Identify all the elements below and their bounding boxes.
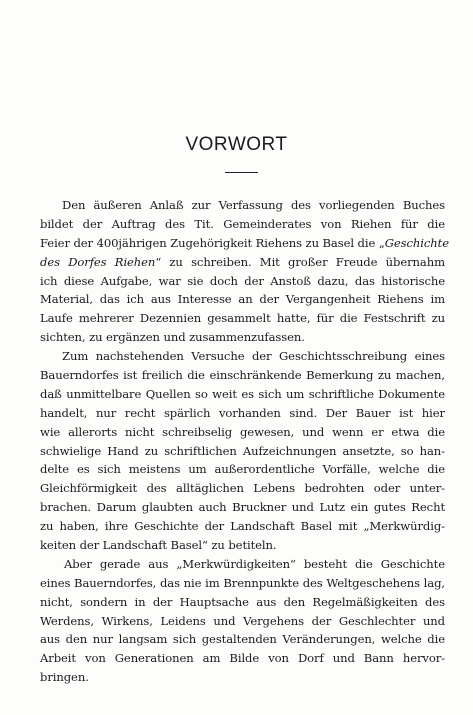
text-line: handelt, nur recht spärlich vorhanden sind. Der Bauer ist hier [40, 405, 445, 420]
text-line: zu haben, ihre Geschichte der Landschaft Basel mit „Merkwürdig- [40, 519, 445, 534]
text-line: Bauerndorfes ist freilich die einschränkende Bemerkung zu machen, [40, 368, 445, 383]
text-line: nicht, sondern in der Hauptsache aus den Regelmäßigkeiten des [40, 594, 445, 609]
text-line: Werdens, Wirkens, Leidens und Vergehens der Geschlechter und [40, 613, 445, 628]
text-line: Arbeit von Generationen am Bilde von Dorf und Bann hervor- [40, 651, 445, 666]
text-line: Aber gerade aus „Merkwürdigkeiten“ besteht die Geschichte [64, 556, 445, 571]
text-line: bringen. [40, 670, 89, 685]
title-divider [225, 172, 258, 173]
text-line: aus den nur langsam sich gestaltenden Veränderungen, welche die [40, 632, 445, 647]
text-line: delte es sich meistens um außerordentliche Vorfälle, welche die [40, 462, 445, 477]
text-line: eines Bauerndorfes, das nie im Brennpunkte des Weltgeschehens lag, [40, 575, 445, 590]
text-line: Den äußeren Anlaß zur Verfassung des vorliegenden Buches [62, 198, 445, 212]
text-line: bildet der Auftrag des Tit. Gemeinderates von Riehen für die [40, 216, 445, 231]
text-line: des Dorfes Riehen“ zu schreiben. Mit großer Freude übernahm [40, 254, 446, 269]
text-line: schwielige Hand zu schriftlichen Aufzeichnungen ansetzte, so han- [40, 443, 445, 458]
text-line: daß unmittelbare Quellen so weit es sich um schriftliche Dokumente [40, 386, 445, 401]
text-line: wie allerorts nicht schreibselig gewesen, und wenn er etwa die [40, 424, 445, 439]
text-line: ich diese Aufgabe, war sie doch der Anstoß dazu, das historische [40, 273, 445, 288]
text-line: Material, das ich aus Interesse an der Vergangenheit Riehens im [40, 292, 445, 307]
page-title: VORWORT [185, 134, 288, 155]
text-line: brachen. Darum glaubten auch Bruckner und Lutz ein gutes Recht [40, 500, 445, 515]
text-line: Feier der 400jährigen Zugehörigkeit Riehens zu Basel die „Geschichte [40, 235, 449, 250]
text-line: Laufe mehrerer Dezennien gesammelt hatte, für die Festschrift zu [40, 311, 445, 326]
text-line: sichten, zu ergänzen und zusammenzufassen. [40, 330, 305, 345]
italic-book-title-part: Geschichte [384, 235, 449, 250]
preface-text [40, 196, 449, 687]
italic-book-title-part: des Dorfes Riehen [40, 254, 156, 269]
text-line: keiten der Landschaft Basel“ zu betiteln. [40, 538, 277, 553]
text-line: Gleichförmigkeit des alltäglichen Lebens bedrohten oder unter- [40, 481, 445, 496]
text-line: Zum nachstehenden Versuche der Geschichtsschreibung eines [62, 349, 445, 364]
